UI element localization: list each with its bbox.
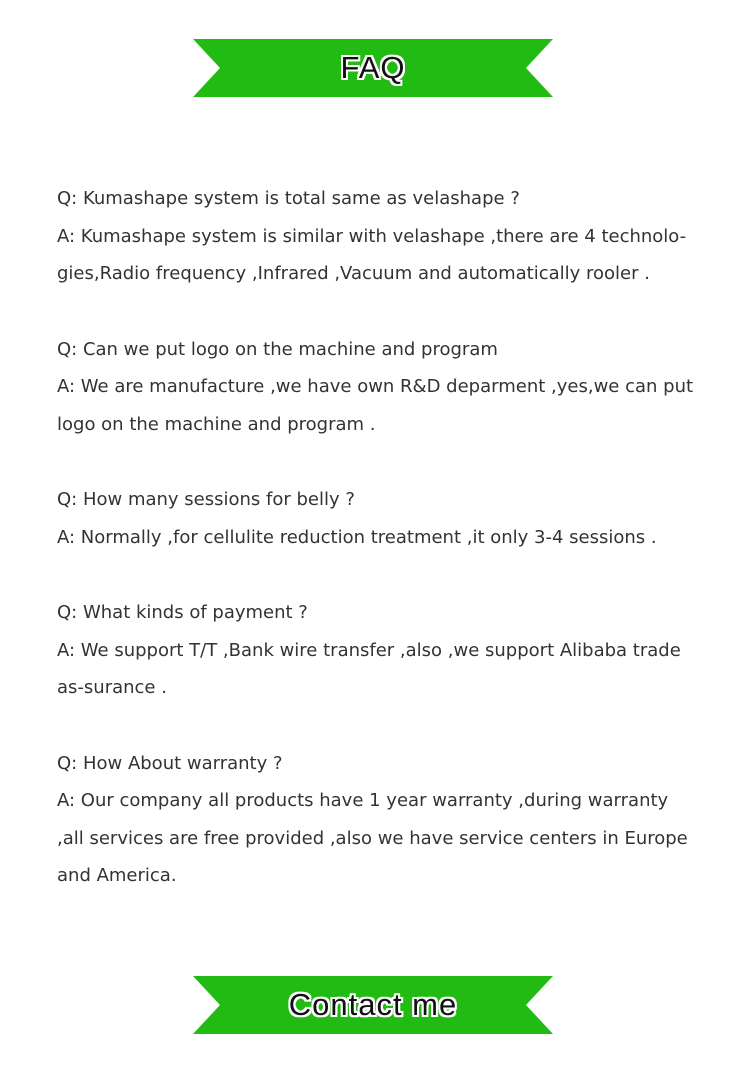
faq-answer: A: We are manufacture ,we have own R&D deparment ,yes,we can put logo on the machine and program . xyxy=(57,376,694,435)
faq-answer: A: Our company all products have 1 year warranty ,during warranty ,all services are free provided ,also we have service centers in Europe and America. xyxy=(57,790,688,886)
faq-question: Q: How About warranty ? xyxy=(57,752,283,774)
faq-answer: A: Kumashape system is similar with velashape ,there are 4 technolo-gies,Radio frequency ,Infrared ,Vacuum and automatically rooler . xyxy=(57,225,687,284)
faq-answer: A: We support T/T ,Bank wire transfer ,also ,we support Alibaba trade as-surance . xyxy=(57,639,681,698)
contact-me-button[interactable]: Contact me xyxy=(288,987,458,1022)
faq-question: Q: How many sessions for belly ? xyxy=(57,489,355,510)
faq-item xyxy=(57,331,697,444)
faq-item xyxy=(57,745,697,895)
faq-question: Q: Can we put logo on the machine and program xyxy=(57,338,498,360)
faq-item xyxy=(57,594,697,707)
page-title: FAQ xyxy=(340,50,406,85)
faq-item xyxy=(57,481,697,556)
faq-question: Q: What kinds of payment ? xyxy=(57,602,308,623)
faq-list xyxy=(57,180,697,933)
faq-question: Q: Kumashape system is total same as velashape ? xyxy=(57,188,520,209)
faq-banner xyxy=(193,39,553,97)
faq-item xyxy=(57,180,697,293)
faq-answer: A: Normally ,for cellulite reduction treatment ,it only 3-4 sessions . xyxy=(57,526,657,548)
contact-banner[interactable] xyxy=(193,976,553,1034)
